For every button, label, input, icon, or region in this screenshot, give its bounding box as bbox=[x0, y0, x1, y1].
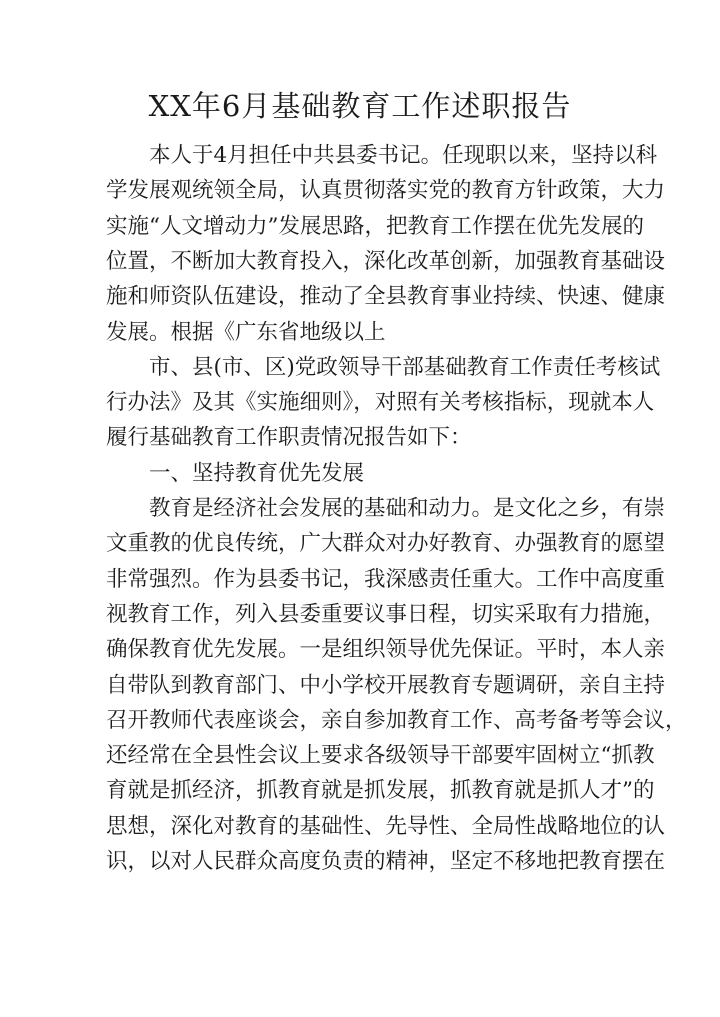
paragraph-line: 识，以对人民群众高度负责的精神，坚定不移地把教育摆在 bbox=[106, 849, 666, 874]
document-title: XX年6月基础教育工作述职报告 bbox=[148, 89, 572, 123]
paragraph-line: 市、县(市、区)党政领导干部基础教育工作责任考核试 bbox=[149, 354, 661, 380]
paragraph-line: 召开教师代表座谈会，亲自参加教育工作、高考备考等会议， bbox=[106, 707, 687, 733]
paragraph-line: 履行基础教育工作职责情况报告如下： bbox=[106, 425, 472, 451]
paragraph-line: 思想，深化对教育的基础性、先导性、全局性战略地位的认 bbox=[106, 813, 666, 839]
paragraph-line: 还经常在全县性会议上要求各级领导干部要牢固树立“抓教 bbox=[106, 743, 655, 769]
paragraph-line: 行办法》及其《实施细则》，对照有关考核指标，现就本人 bbox=[106, 390, 655, 416]
paragraph-line: 教育是经济社会发展的基础和动力。是文化之乡，有崇 bbox=[149, 496, 666, 521]
paragraph-line: 位置，不断加大教育投入，深化改革创新，加强教育基础设 bbox=[106, 248, 666, 274]
paragraph-line: 文重教的优良传统，广大群众对办好教育、办强教育的愿望 bbox=[106, 531, 666, 557]
paragraph-line: 施和师资队伍建设，推动了全县教育事业持续、快速、健康 bbox=[106, 284, 666, 310]
paragraph-line: 确保教育优先发展。一是组织领导优先保证。平时，本人亲 bbox=[106, 637, 666, 663]
paragraph-line: 非常强烈。作为县委书记，我深感责任重大。工作中高度重 bbox=[106, 566, 666, 592]
paragraph-line: 视教育工作，列入县委重要议事日程，切实采取有力措施， bbox=[106, 601, 666, 627]
paragraph-line: 本人于4月担任中共县委书记。任现职以来，坚持以科 bbox=[149, 143, 658, 168]
paragraph-line: 发展。根据《广东省地级以上 bbox=[106, 319, 386, 345]
paragraph-line: 一、坚持教育优先发展 bbox=[149, 460, 365, 486]
paragraph-line: 学发展观统领全局，认真贯彻落实党的教育方针政策，大力 bbox=[106, 178, 666, 204]
paragraph-line: 自带队到教育部门、中小学校开展教育专题调研，亲自主持 bbox=[106, 672, 666, 698]
paragraph-line: 育就是抓经济，抓教育就是抓发展，抓教育就是抓人才”的 bbox=[106, 778, 655, 804]
paragraph-line: 实施“人文增动力”发展思路，把教育工作摆在优先发展的 bbox=[106, 213, 644, 239]
